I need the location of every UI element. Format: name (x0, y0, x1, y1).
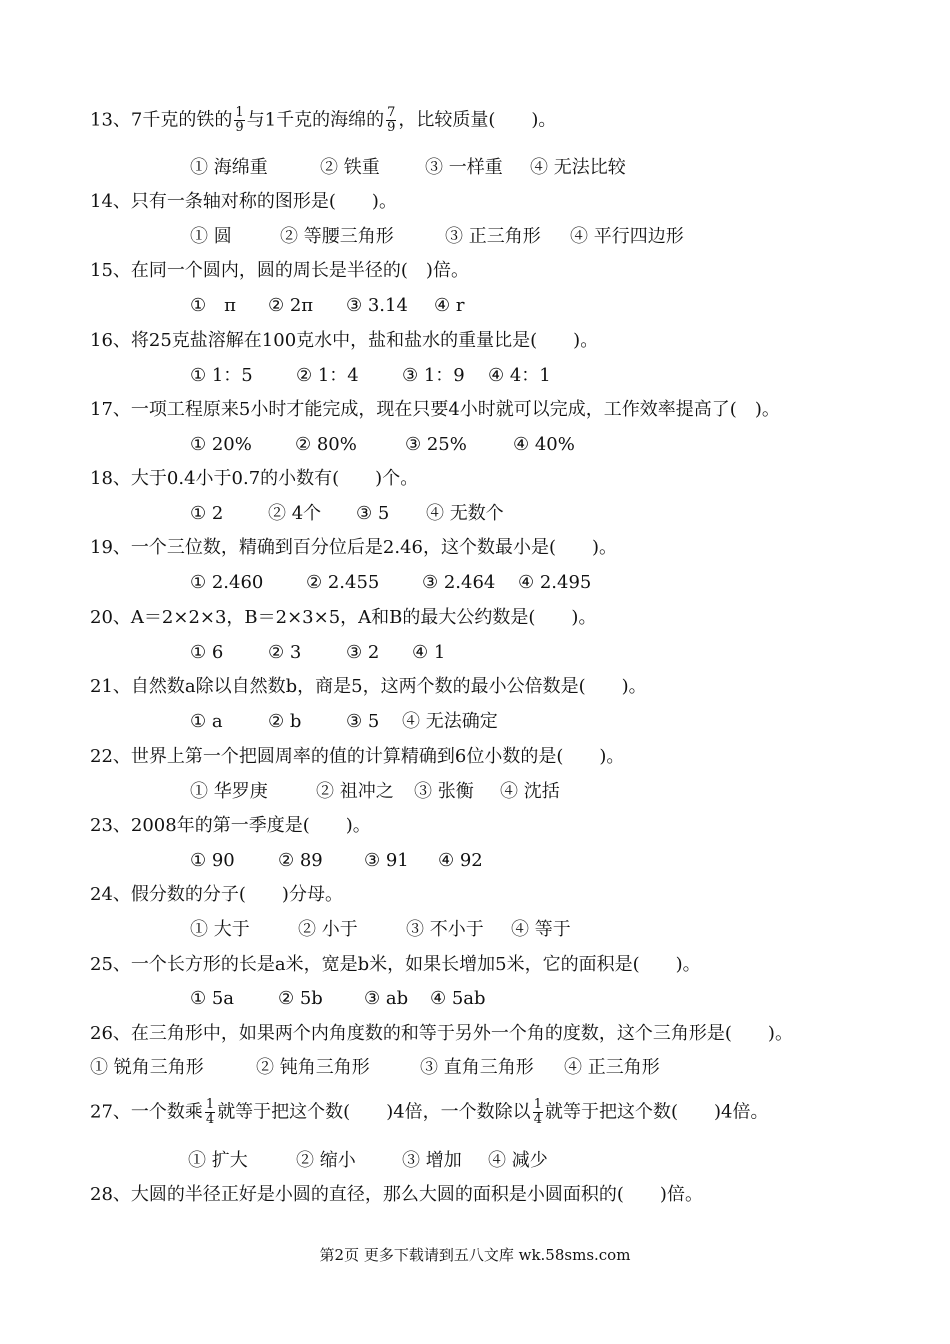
question-18 (90, 467, 418, 491)
option: ③ 2 (346, 642, 380, 663)
option: ② b (268, 711, 302, 732)
option: ① a (190, 711, 223, 732)
question-24 (90, 883, 343, 907)
option: ② 1：4 (296, 365, 359, 386)
question-28 (90, 1183, 703, 1207)
question-text: 、自然数a除以自然数b，商是5，这两个数的最小公倍数是( )。 (112, 676, 647, 697)
option: ① 1：5 (190, 365, 253, 386)
question-25 (90, 953, 701, 977)
options-20 (190, 641, 445, 665)
question-text: 、A＝2×2×3，B＝2×3×5，A和B的最大公约数是( )。 (112, 607, 597, 628)
option: ② 铁重 (320, 157, 380, 178)
option: ② 2.455 (306, 572, 380, 593)
option: ④ 1 (412, 642, 446, 663)
question-text: 、世界上第一个把圆周率的值的计算精确到6位小数的是( )。 (112, 746, 625, 767)
question-text: 、只有一条轴对称的图形是( )。 (112, 191, 397, 212)
question-number: 20 (90, 607, 113, 628)
option: ④ 平行四边形 (570, 226, 684, 247)
question-number: 24 (90, 884, 113, 905)
question-21 (90, 675, 647, 699)
option: ④ 等于 (511, 919, 571, 940)
option: ② 5b (278, 988, 323, 1009)
question-text: 、一个三位数，精确到百分位后是2.46，这个数最小是( )。 (112, 537, 618, 558)
option: ① 扩大 (188, 1150, 248, 1171)
options-13 (190, 156, 626, 180)
option: ③ 25% (405, 434, 467, 455)
option: ④ 2.495 (518, 572, 592, 593)
question-22 (90, 745, 624, 769)
question-15 (90, 259, 469, 283)
options-19 (190, 571, 591, 595)
option: ④ r (434, 295, 465, 316)
option: ③ 1：9 (402, 365, 465, 386)
question-text: 、一个长方形的长是a米，宽是b米，如果长增加5米，它的面积是( )。 (112, 954, 701, 975)
question-number: 18 (90, 468, 113, 489)
option: ① π (190, 295, 236, 316)
option: ③ 一样重 (425, 157, 503, 178)
option: ① 2 (190, 503, 224, 524)
option: ② 小于 (298, 919, 358, 940)
option: ① 锐角三角形 (90, 1057, 204, 1078)
options-23 (190, 849, 483, 873)
option: ① 5a (190, 988, 235, 1009)
options-17 (190, 433, 575, 457)
option: ③ 直角三角形 (420, 1057, 534, 1078)
question-text: 就等于把这个数( )4倍，一个数除以 (217, 1101, 531, 1123)
question-text: 、将25克盐溶解在100克水中，盐和盐水的重量比是( )。 (112, 330, 599, 351)
question-text: 、假分数的分子( )分母。 (112, 884, 343, 905)
option: ② 缩小 (296, 1150, 356, 1171)
option: ② 4个 (268, 503, 322, 524)
question-text: 、大圆的半径正好是小圆的直径，那么大圆的面积是小圆面积的( )倍。 (112, 1184, 703, 1205)
question-text: 、在三角形中，如果两个内角度数的和等于另外一个角的度数，这个三角形是( )。 (112, 1023, 793, 1044)
question-27 (90, 1098, 768, 1127)
question-text: 、一个数乘 (112, 1101, 203, 1123)
question-number: 27 (90, 1101, 113, 1123)
option: ③ 3.14 (346, 295, 408, 316)
option: ① 20% (190, 434, 252, 455)
question-number: 26 (90, 1023, 113, 1044)
option: ④ 4：1 (488, 365, 551, 386)
option: ① 2.460 (190, 572, 264, 593)
question-text: 与1千克的海绵的 (246, 109, 385, 131)
question-number: 14 (90, 191, 113, 212)
options-24 (190, 918, 571, 942)
question-number: 13 (90, 109, 113, 131)
option: ② 祖冲之 (316, 781, 394, 802)
question-number: 15 (90, 260, 113, 281)
fraction: $\frac{1}{4}$ (533, 1097, 542, 1127)
question-number: 16 (90, 330, 113, 351)
question-19 (90, 536, 617, 560)
options-18 (190, 502, 504, 526)
fraction: $\frac{7}{9}$ (387, 105, 396, 135)
question-text: 就等于把这个数( )4倍。 (544, 1101, 769, 1123)
question-text: 、2008年的第一季度是( )。 (112, 815, 371, 836)
option: ④ 无法比较 (530, 157, 626, 178)
question-number: 22 (90, 746, 113, 767)
options-16 (190, 364, 551, 388)
question-text: 、大于0.4小于0.7的小数有( )个。 (112, 468, 419, 489)
option: ④ 无数个 (426, 503, 504, 524)
option: ③ 正三角形 (445, 226, 541, 247)
option: ① 大于 (190, 919, 250, 940)
question-16 (90, 329, 598, 353)
question-26 (90, 1022, 793, 1046)
options-21 (190, 710, 498, 734)
option: ③ 2.464 (422, 572, 496, 593)
option: ① 90 (190, 850, 235, 871)
option: ③ ab (364, 988, 409, 1009)
option: ② 80% (295, 434, 357, 455)
question-number: 21 (90, 676, 113, 697)
option: ③ 5 (346, 711, 380, 732)
question-text: ，比较质量( )。 (398, 109, 557, 131)
question-13 (90, 106, 556, 135)
question-number: 19 (90, 537, 113, 558)
options-14 (190, 225, 684, 249)
option: ① 6 (190, 642, 224, 663)
question-number: 25 (90, 954, 113, 975)
option: ④ 5ab (430, 988, 486, 1009)
option: ③ 5 (356, 503, 390, 524)
question-23 (90, 814, 371, 838)
question-17 (90, 398, 780, 422)
option: ④ 减少 (488, 1150, 548, 1171)
options-15 (190, 294, 464, 318)
option: ② 等腰三角形 (280, 226, 394, 247)
option: ④ 正三角形 (564, 1057, 660, 1078)
option: ① 圆 (190, 226, 232, 247)
options-22 (190, 780, 560, 804)
option: ④ 92 (438, 850, 483, 871)
option: ① 海绵重 (190, 157, 268, 178)
question-number: 28 (90, 1184, 113, 1205)
option: ③ 张衡 (414, 781, 474, 802)
question-text: 、一项工程原来5小时才能完成，现在只要4小时就可以完成，工作效率提高了( )。 (112, 399, 780, 420)
fraction: $\frac{1}{4}$ (205, 1097, 215, 1127)
question-20 (90, 606, 596, 630)
option: ② 2π (268, 295, 314, 316)
option: ② 钝角三角形 (256, 1057, 370, 1078)
option: ① 华罗庚 (190, 781, 268, 802)
fraction: $\frac{1}{9}$ (235, 105, 244, 135)
option: ② 89 (278, 850, 323, 871)
options-25 (190, 987, 486, 1011)
option: ③ 不小于 (406, 919, 484, 940)
option: ② 3 (268, 642, 302, 663)
question-text: 、7千克的铁的 (112, 109, 233, 131)
question-number: 23 (90, 815, 113, 836)
option: ③ 91 (364, 850, 409, 871)
option: ④ 无法确定 (402, 711, 498, 732)
option: ③ 增加 (402, 1150, 462, 1171)
page-footer: 第2页 更多下载请到五八文库 wk.58sms.com (319, 1246, 631, 1264)
options-26 (90, 1056, 660, 1080)
option: ④ 沈括 (500, 781, 560, 802)
option: ④ 40% (513, 434, 575, 455)
question-text: 、在同一个圆内，圆的周长是半径的( )倍。 (112, 260, 469, 281)
question-number: 17 (90, 399, 113, 420)
options-27 (188, 1149, 548, 1173)
question-14 (90, 190, 397, 214)
